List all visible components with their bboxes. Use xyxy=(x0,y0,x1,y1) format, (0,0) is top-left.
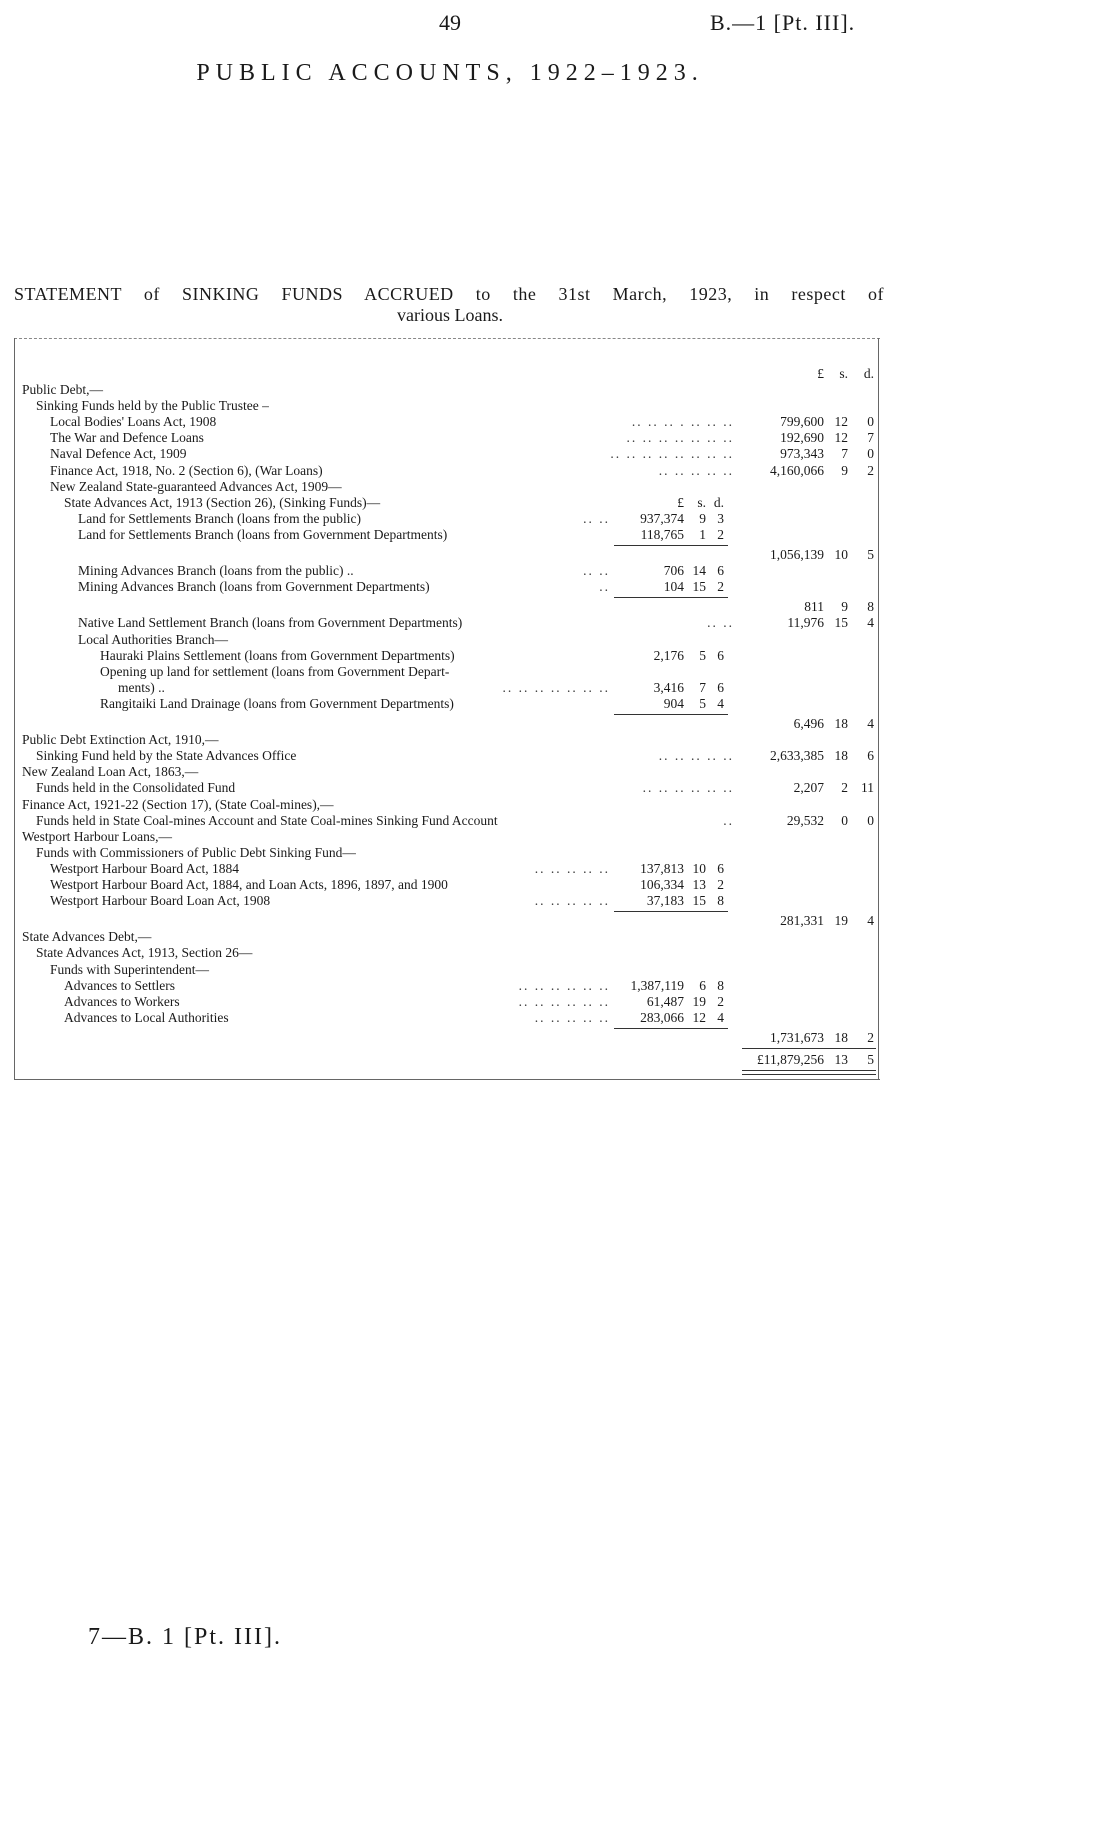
amount-shillings: 12 xyxy=(834,414,848,430)
sub-amount-pence: 6 xyxy=(717,563,724,579)
amount-shillings: 12 xyxy=(834,430,848,446)
amount-shillings: 18 xyxy=(834,716,848,731)
table-row xyxy=(14,680,880,696)
sinking-funds-table xyxy=(14,338,880,1080)
sub-amount-pence: 6 xyxy=(717,647,724,663)
sub-amount-shillings: 1 xyxy=(699,526,706,542)
amount-shillings: 9 xyxy=(841,599,848,615)
sub-amount-pounds: 37,183 xyxy=(646,893,684,909)
sub-amount-shillings: 5 xyxy=(699,695,706,711)
leader-dots: .. .. .. .. .. .. .. xyxy=(502,679,610,695)
table-row xyxy=(14,929,880,945)
sub-amount-shillings: 12 xyxy=(692,1009,706,1025)
row-label: Funds with Superintendent— xyxy=(50,961,209,977)
row-label: State Advances Debt,— xyxy=(22,929,152,945)
row-label: Public Debt Extinction Act, 1910,— xyxy=(22,732,219,748)
table-row xyxy=(14,994,880,1010)
row-label: Westport Harbour Board Act, 1884 xyxy=(50,860,239,876)
pence-header: d. xyxy=(863,366,874,381)
sub-amount-shillings: 19 xyxy=(692,993,706,1009)
sub-amount-shillings: 10 xyxy=(692,860,706,876)
table-row xyxy=(14,382,880,398)
sub-pounds-header: £ xyxy=(677,494,684,510)
sub-amount-pounds: 106,334 xyxy=(640,877,684,892)
row-label: State Advances Act, 1913 (Section 26), (Sinking Funds)— xyxy=(64,494,381,510)
row-label: ments) .. xyxy=(118,679,165,695)
table-row xyxy=(14,861,880,877)
row-label: New Zealand Loan Act, 1863,— xyxy=(22,764,199,780)
row-label: Rangitaiki Land Drainage (loans from Government Departments) xyxy=(100,695,454,711)
row-label: Native Land Settlement Branch (loans from Government Departments) xyxy=(78,615,463,631)
amount-pounds: 29,532 xyxy=(786,812,824,828)
subtotal-rule xyxy=(614,714,728,715)
amount-pence: 2 xyxy=(867,462,874,478)
sub-amount-pence: 2 xyxy=(717,993,724,1009)
row-label: Local Authorities Branch— xyxy=(78,631,228,647)
row-label: Sinking Fund held by the State Advances Office xyxy=(36,748,297,764)
row-label: Westport Harbour Board Loan Act, 1908 xyxy=(50,893,271,909)
subtotal-rule xyxy=(614,545,728,546)
row-label: Westport Harbour Board Act, 1884, and Loan Acts, 1896, 1897, and 1900 xyxy=(50,877,448,892)
table-row xyxy=(14,527,880,543)
row-label: Sinking Funds held by the Public Trustee – xyxy=(36,398,269,414)
row-label: Advances to Local Authorities xyxy=(64,1009,229,1025)
row-label: Finance Act, 1918, No. 2 (Section 6), (War Loans) xyxy=(50,462,323,478)
row-label: Advances to Workers xyxy=(64,993,180,1009)
table-row xyxy=(14,748,880,764)
amount-pounds: 11,976 xyxy=(787,615,824,631)
sub-amount-shillings: 15 xyxy=(692,893,706,909)
table-bottom-border xyxy=(14,1079,880,1080)
sub-amount-pence: 8 xyxy=(717,893,724,909)
table-row xyxy=(14,1010,880,1026)
grand-total-double-rule xyxy=(742,1070,876,1075)
table-row xyxy=(14,945,880,961)
table-row xyxy=(14,648,880,664)
sub-amount-pence: 8 xyxy=(717,977,724,993)
sub-amount-shillings: 5 xyxy=(699,647,706,663)
amount-pounds: 192,690 xyxy=(780,430,824,446)
row-label: Mining Advances Branch (loans from the public) .. xyxy=(78,563,354,579)
amount-shillings: 10 xyxy=(834,547,848,562)
sub-amount-pounds: 104 xyxy=(663,579,684,595)
table-top-border xyxy=(14,338,880,339)
subtotal-rule xyxy=(614,911,728,912)
row-label: Land for Settlements Branch (loans from Government Departments) xyxy=(78,526,448,542)
total-rule xyxy=(742,1048,876,1049)
leader-dots: .. .. .. . .. .. .. xyxy=(631,414,734,430)
table-row xyxy=(14,877,880,893)
row-label: Naval Defence Act, 1909 xyxy=(50,446,187,462)
amount-pence: 6 xyxy=(867,748,874,764)
leader-dots: .. xyxy=(599,579,610,595)
table-row xyxy=(14,1030,880,1046)
amount-pence: 5 xyxy=(867,1052,874,1067)
sub-amount-pence: 6 xyxy=(717,860,724,876)
amount-pounds: 799,600 xyxy=(780,414,824,430)
table-row xyxy=(14,547,880,563)
amount-pence: 0 xyxy=(867,812,874,828)
row-label: State Advances Act, 1913, Section 26— xyxy=(36,945,253,961)
amount-pounds: 1,056,139 xyxy=(770,547,824,562)
table-row xyxy=(14,664,880,680)
row-label: Funds with Commissioners of Public Debt Sinking Fund— xyxy=(36,844,356,860)
sub-amount-shillings: 15 xyxy=(692,579,706,595)
table-row xyxy=(14,845,880,861)
table-row xyxy=(14,797,880,813)
table-row xyxy=(14,398,880,414)
table-row xyxy=(14,732,880,748)
sub-amount-pounds: 937,374 xyxy=(640,510,684,526)
row-label: Opening up land for settlement (loans from Government Depart- xyxy=(100,663,450,679)
leader-dots: .. .. .. .. .. .. .. .. xyxy=(610,446,734,462)
leader-dots: .. .. .. .. .. .. xyxy=(642,780,734,796)
amount-pounds: 2,633,385 xyxy=(770,748,824,764)
table-row xyxy=(14,511,880,527)
row-label: The War and Defence Loans xyxy=(50,430,204,446)
subtotal-rule xyxy=(614,1028,728,1029)
leader-dots: .. .. xyxy=(707,615,734,631)
table-row xyxy=(14,446,880,462)
shillings-header: s. xyxy=(839,366,848,381)
table-row xyxy=(14,913,880,929)
table-row xyxy=(14,479,880,495)
page-title: PUBLIC ACCOUNTS, 1922–1923. xyxy=(196,60,704,86)
row-label: Finance Act, 1921-22 (Section 17), (State Coal-mines),— xyxy=(22,796,334,812)
sub-amount-pounds: 137,813 xyxy=(640,860,684,876)
row-label: New Zealand State-guaranteed Advances Act, 1909— xyxy=(50,478,342,494)
sub-pence-header: d. xyxy=(713,494,724,510)
table-row xyxy=(14,893,880,909)
leader-dots: .. .. .. .. .. xyxy=(658,462,734,478)
amount-pounds: 6,496 xyxy=(793,716,824,731)
table-row xyxy=(14,780,880,796)
amount-pounds: £11,879,256 xyxy=(757,1052,824,1067)
amount-pence: 11 xyxy=(861,780,874,796)
page-number: 49 xyxy=(439,10,461,35)
leader-dots: .. .. xyxy=(583,510,610,526)
table-row xyxy=(14,978,880,994)
amount-pence: 0 xyxy=(867,446,874,462)
leader-dots: .. .. .. .. .. .. xyxy=(518,993,610,1009)
sub-amount-pounds: 283,066 xyxy=(640,1009,684,1025)
table-row xyxy=(14,696,880,712)
amount-shillings: 18 xyxy=(834,1029,848,1045)
statement-heading-line1: STATEMENT of SINKING FUNDS ACCRUED to the 31st March, 1923, in respect of xyxy=(14,284,884,304)
amount-pounds: 1,731,673 xyxy=(770,1029,824,1045)
leader-dots: .. .. .. .. .. xyxy=(658,748,734,764)
pounds-header: £ xyxy=(817,366,824,381)
subtotal-rule xyxy=(614,597,728,598)
table-row xyxy=(14,764,880,780)
column-header-row xyxy=(14,366,880,382)
table-row xyxy=(14,579,880,595)
sub-amount-shillings: 7 xyxy=(699,679,706,695)
grand-total-row xyxy=(14,1052,880,1068)
statement-heading-line2: various Loans. xyxy=(397,305,503,325)
sub-amount-pounds: 3,416 xyxy=(653,679,684,695)
row-label: Advances to Settlers xyxy=(64,977,175,993)
amount-pence: 4 xyxy=(867,615,874,631)
amount-pounds: 973,343 xyxy=(780,446,824,462)
sub-amount-shillings: 14 xyxy=(692,563,706,579)
sub-amount-pence: 6 xyxy=(717,679,724,695)
table-row xyxy=(14,563,880,579)
sub-amount-shillings: 6 xyxy=(699,977,706,993)
sub-amount-shillings: 13 xyxy=(692,877,706,892)
table-row xyxy=(14,962,880,978)
amount-shillings: 19 xyxy=(834,913,848,929)
table-row xyxy=(14,813,880,829)
sub-amount-pounds: 61,487 xyxy=(646,993,684,1009)
row-label: Westport Harbour Loans,— xyxy=(22,828,173,844)
table-row xyxy=(14,495,880,511)
amount-pence: 8 xyxy=(867,599,874,615)
sub-amount-pence: 2 xyxy=(717,579,724,595)
amount-shillings: 2 xyxy=(841,780,848,796)
amount-shillings: 7 xyxy=(841,446,848,462)
amount-pounds: 281,331 xyxy=(780,913,824,929)
sub-amount-pence: 4 xyxy=(717,695,724,711)
table-row xyxy=(14,414,880,430)
amount-shillings: 13 xyxy=(834,1052,848,1067)
leader-dots: .. .. .. .. .. xyxy=(534,1009,610,1025)
amount-pounds: 2,207 xyxy=(793,780,824,796)
leader-dots: .. .. .. .. .. xyxy=(534,893,610,909)
sub-amount-pounds: 118,765 xyxy=(640,526,684,542)
amount-pounds: 4,160,066 xyxy=(770,462,824,478)
row-label: Funds held in State Coal-mines Account and State Coal-mines Sinking Fund Account xyxy=(36,812,498,828)
row-label: Mining Advances Branch (loans from Government Departments) xyxy=(78,579,430,595)
sub-amount-pence: 2 xyxy=(717,877,724,892)
sub-amount-shillings: 9 xyxy=(699,510,706,526)
sub-amount-pounds: 904 xyxy=(663,695,684,711)
sub-amount-pence: 4 xyxy=(717,1009,724,1025)
table-row xyxy=(14,632,880,648)
table-row xyxy=(14,829,880,845)
amount-pence: 2 xyxy=(867,1029,874,1045)
amount-pence: 5 xyxy=(867,547,874,562)
document-reference: B.—1 [Pt. III]. xyxy=(710,10,856,35)
amount-pounds: 811 xyxy=(804,599,824,615)
amount-shillings: 15 xyxy=(834,615,848,631)
amount-pence: 4 xyxy=(867,913,874,929)
leader-dots: .. .. .. .. .. .. xyxy=(518,977,610,993)
table-row xyxy=(14,716,880,732)
table-row xyxy=(14,615,880,631)
sub-amount-pounds: 706 xyxy=(663,563,684,579)
table-row xyxy=(14,463,880,479)
amount-shillings: 18 xyxy=(834,748,848,764)
sub-amount-pence: 2 xyxy=(717,526,724,542)
amount-pence: 7 xyxy=(867,430,874,446)
leader-dots: .. .. .. .. .. .. .. xyxy=(626,430,734,446)
amount-pence: 0 xyxy=(867,414,874,430)
row-label: Funds held in the Consolidated Fund xyxy=(36,780,236,796)
row-label: Public Debt,— xyxy=(22,382,103,397)
sub-amount-pence: 3 xyxy=(717,510,724,526)
row-label: Local Bodies' Loans Act, 1908 xyxy=(50,414,217,430)
footer-signature: 7—B. 1 [Pt. III]. xyxy=(88,1624,282,1650)
row-label: Hauraki Plains Settlement (loans from Government Departments) xyxy=(100,647,455,663)
sub-amount-pounds: 1,387,119 xyxy=(630,977,684,993)
amount-shillings: 9 xyxy=(841,462,848,478)
table-row xyxy=(14,599,880,615)
row-label: Land for Settlements Branch (loans from the public) xyxy=(78,510,362,526)
sub-amount-pounds: 2,176 xyxy=(653,647,684,663)
leader-dots: .. .. .. .. .. xyxy=(534,860,610,876)
sub-shillings-header: s. xyxy=(697,494,706,510)
amount-shillings: 0 xyxy=(841,812,848,828)
amount-pence: 4 xyxy=(867,716,874,731)
leader-dots: .. xyxy=(723,812,734,828)
leader-dots: .. .. xyxy=(583,563,610,579)
table-row xyxy=(14,430,880,446)
